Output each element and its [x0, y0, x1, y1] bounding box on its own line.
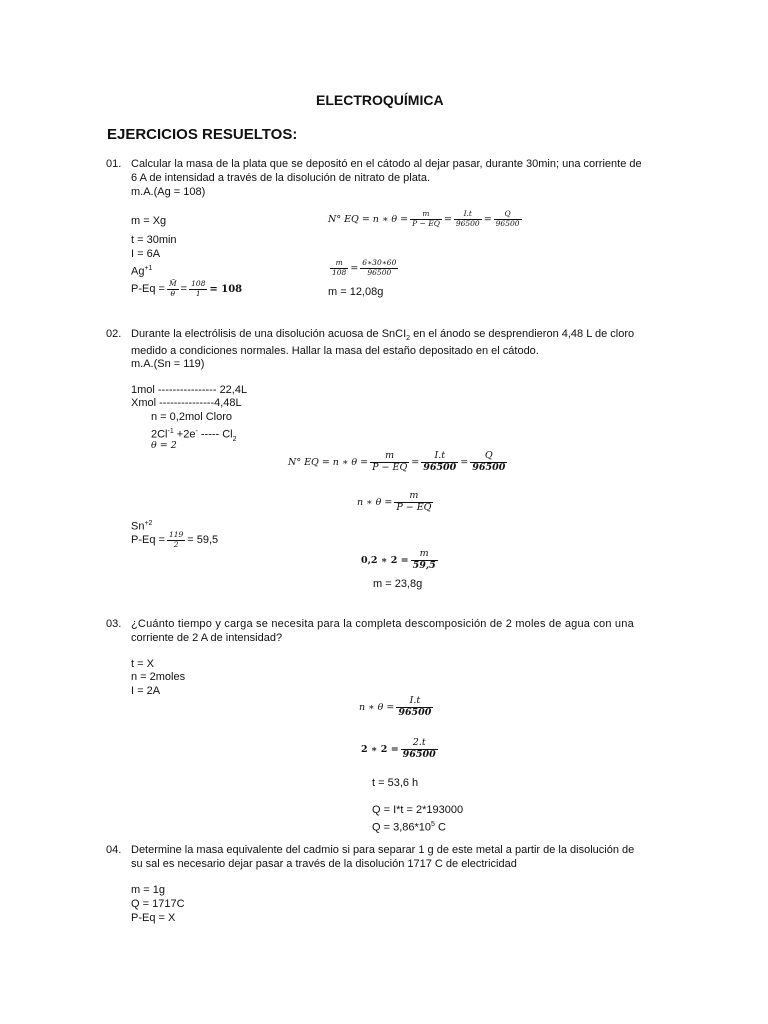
exercise-statement-line: corriente de 2 A de intensidad? — [131, 632, 283, 644]
theta-value: θ = 2 — [151, 440, 177, 451]
half-reaction: $2Cl^{-1} +2e^-$ ----- $Cl_2$ — [151, 428, 237, 443]
exercise-number: 01. — [106, 158, 122, 170]
exercise-statement-line: medido a condiciones normales. Hallar la masa del estaño depositado en el cátodo. — [131, 345, 539, 357]
equivalents-equation: n ∗ θ = $\frac{I.t}{96500}$ — [359, 695, 432, 718]
result-mass: m = 12,08g — [328, 286, 384, 298]
section-subtitle: EJERCICIOS RESUELTOS: — [107, 126, 298, 143]
atomic-mass: m.A.(Ag = 108) — [131, 186, 206, 198]
exercise-statement-line: ¿Cuánto tiempo y carga se necesita para la completa descomposición de 2 moles de agua con una — [131, 618, 634, 630]
substitution-equation: $\frac{m}{108}$ = $\frac{6∗30∗60}{96500}$ — [332, 258, 397, 277]
equivalents-equation: n ∗ θ = $\frac{m}{P - EQ}$ — [357, 490, 432, 513]
given-mass: m = 1g — [131, 884, 165, 896]
exercise-statement-line: su sal es necesario dejar pasar a través de la disolución 1717 C de electricidad — [131, 858, 517, 870]
equivalents-equation: N° EQ = n ∗ θ = $\frac{m}{P - EQ}$ = $\frac{I.t}{96500}$ = $\frac{Q}{96500}$ — [288, 450, 506, 473]
substitution-equation: 0,2 ∗ 2 = $\frac{m}{59,5}$ — [361, 548, 436, 571]
result-time: t = 53,6 h — [372, 777, 419, 789]
given-current: I = 2A — [131, 685, 161, 697]
equivalent-weight-formula: P-Eq = $\frac{M̄}{\theta}$ = $\frac{108}{1}$ = 108 — [131, 279, 243, 298]
proportion-line: 1mol ---------------- 22,4L — [131, 384, 248, 396]
given-moles: n = 2moles — [131, 671, 186, 683]
atomic-mass: m.A.(Sn = 119) — [131, 358, 205, 370]
result-charge: $Q = 3,86*10^5$ C — [372, 821, 446, 834]
exercise-statement-line: Determine la masa equivalente del cadmio si para separar 1 g de este metal a partir de la disolución de — [131, 844, 635, 856]
exercise-number: 04. — [106, 844, 122, 856]
given-current: I = 6A — [131, 248, 161, 260]
unknown-equivalent-weight: P-Eq = X — [131, 912, 176, 924]
exercise-number: 02. — [106, 328, 122, 340]
result-mass: m = 23,8g — [373, 578, 423, 590]
exercise-statement-line: Durante la electrólisis de una disolución acuosa de SnCI$_2$ en el ánodo se desprendieron 4,48 L de cloro — [131, 328, 635, 343]
equivalent-weight-formula: P-Eq = $\frac{119}{2}$ = 59,5 — [131, 530, 219, 549]
given-charge: Q = 1717C — [131, 898, 185, 910]
moles-result: n = 0,2mol Cloro — [151, 411, 233, 423]
ion-label: $Ag^{+1}$ — [131, 265, 153, 278]
given-mass: m = Xg — [131, 215, 167, 227]
given-time: t = X — [131, 658, 154, 670]
result-charge: Q = I*t = 2*193000 — [372, 804, 464, 816]
equivalents-equation: N° EQ = n ∗ θ = $\frac{m}{P - EQ}$ = $\frac{I.t}{96500}$ = $\frac{Q}{96500}$ — [328, 209, 520, 228]
given-time: t = 30min — [131, 234, 177, 246]
exercise-number: 03. — [106, 618, 122, 630]
exercise-statement-line: 6 A de intensidad a través de la disolución de nitrato de plata. — [131, 172, 431, 184]
page-title: ELECTROQUÍMICA — [316, 92, 444, 108]
ion-label: $Sn^{+2}$ — [131, 520, 153, 533]
proportion-line: Xmol ---------------4,48L — [131, 397, 242, 409]
exercise-statement-line: Calcular la masa de la plata que se depositó en el cátodo al dejar pasar, durante 30min; una corriente de — [131, 158, 642, 170]
substitution-equation: 2 ∗ 2 = $\frac{2.t}{96500}$ — [361, 737, 436, 760]
